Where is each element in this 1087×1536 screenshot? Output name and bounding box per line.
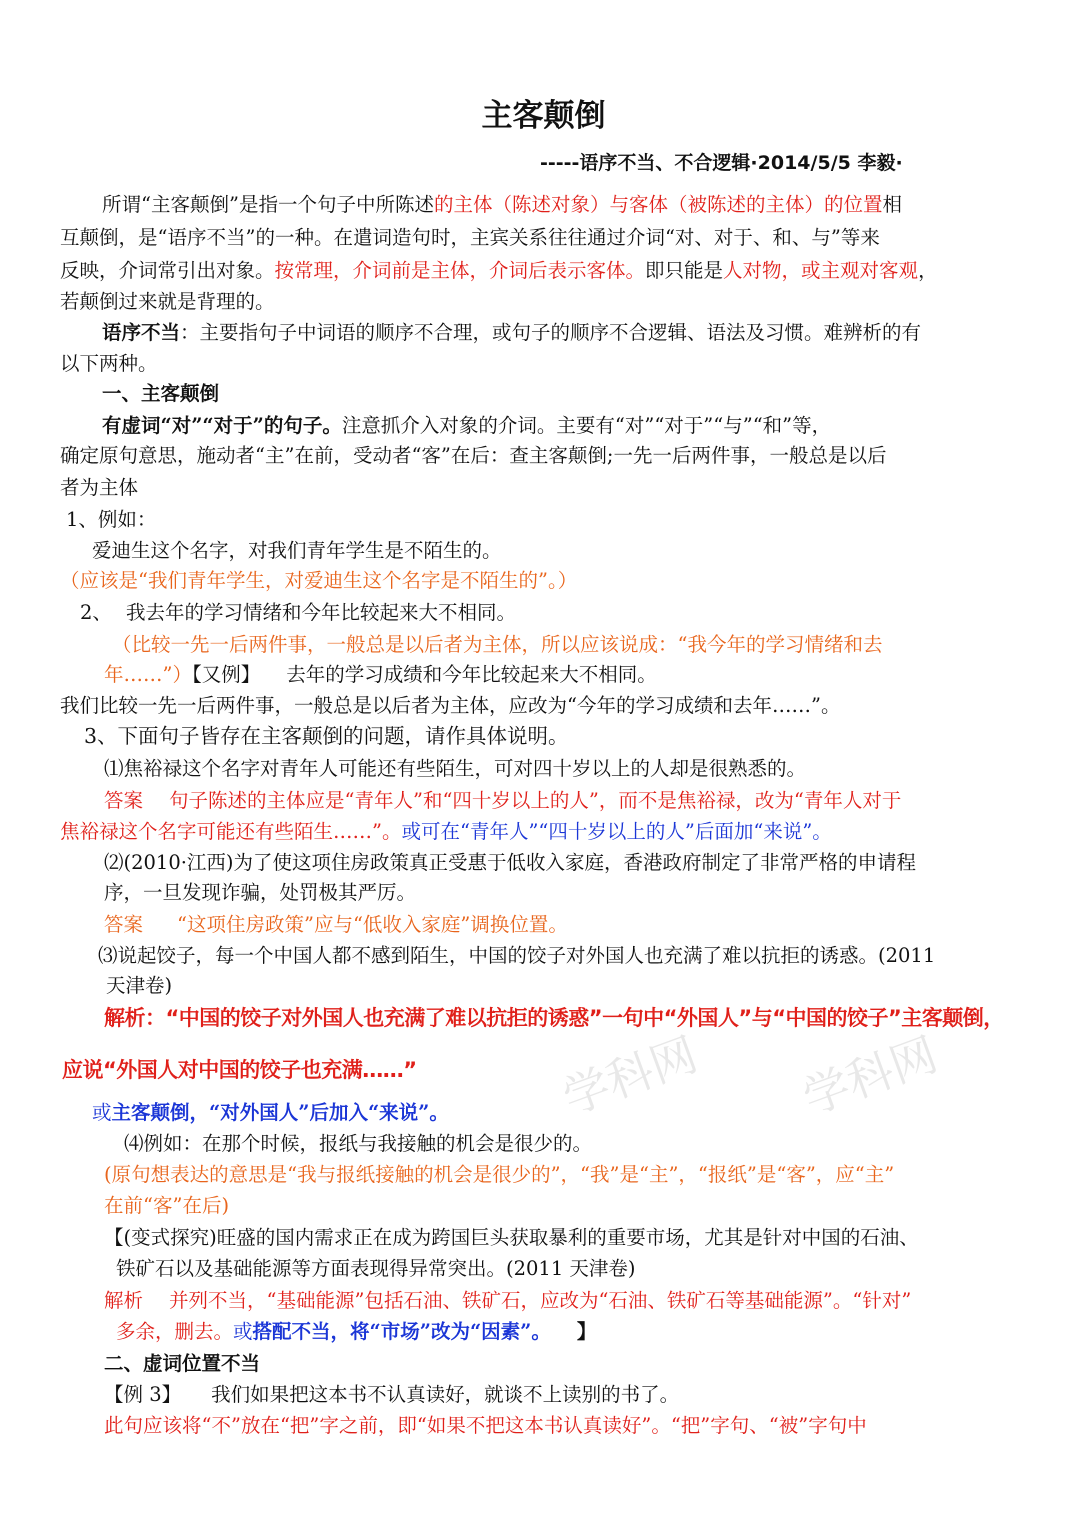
intro-highlight: 按常理，介词前是主体，介词后表示客体。: [274, 259, 646, 282]
watermark: 学科网: [795, 1026, 945, 1125]
answer-text: 并列不当，“基础能源”包括石油、铁矿石，应改为“石油、铁矿石等基础能源”。“针对”: [169, 1289, 912, 1312]
section1-line-3: 者为主体: [60, 476, 139, 499]
page-subtitle: -----语序不当、不合逻辑·2014/5/5 李毅·: [540, 152, 903, 174]
answer-1-line-1: [104, 784, 901, 817]
answer-alt-text: 主客颠倒，“对外国人”后加入“来说”。: [111, 1101, 449, 1124]
page-title: 主客颠倒: [481, 98, 606, 134]
example-sentence: 我们如果把这本书不认真读好，就谈不上读别的书了。: [211, 1383, 680, 1406]
section1-bold: 有虚词“对”“对于”的句子。: [102, 414, 342, 437]
section-heading-1: 一、主客颠倒: [102, 382, 220, 405]
example-2-answer-tail: 年……”）: [104, 663, 192, 686]
example-3-sentence-line: [104, 1378, 679, 1411]
definition-label: 语序不当: [102, 321, 181, 344]
intro-text: ，: [918, 259, 938, 282]
intro-text: 即只能是: [645, 259, 724, 282]
section1-line-2: 确定原句意思，施动者“主”在前，受动者“客”在后：查主客颠倒;一先一后两件事，一般总是以后: [60, 444, 887, 467]
variant-label: 【(变式探究): [104, 1226, 217, 1249]
intro-text: 反映，介词常引出对象。: [60, 259, 275, 282]
answer-label: 答案: [104, 789, 144, 812]
intro-highlight: 的主体（陈述对象）与客体（被陈述的主体）的位置: [433, 193, 883, 216]
question-3-line-2: 天津卷): [106, 974, 173, 997]
question-2-line-2: 序，一旦发现诈骗，处罚极其严厉。: [104, 881, 417, 904]
answer-2: [104, 908, 568, 941]
section1-line-1: [102, 409, 831, 442]
example-2-answer-line-3: 我们比较一先一后两件事，一般总是以后者为主体，应改为“今年的学习成绩和去年……”。: [60, 694, 841, 717]
example-1-sentence: 爱迪生这个名字，对我们青年学生是不陌生的。: [92, 539, 502, 562]
intro-text: 所谓“主客颠倒”是指一个句子中所陈述: [102, 193, 434, 216]
answer-text: 句子陈述的主体应是“青年人”和“四十岁以上的人”，而不是焦裕禄，改为“青年人对于: [169, 789, 902, 812]
example-2-answer-line-1: （比较一先一后两件事，一般总是以后者为主体，所以应该说成：“我今年的学习情绪和去: [112, 633, 883, 656]
question-3-line-1: ⑶说起饺子，每一个中国人都不感到陌生，中国的饺子对外国人也充满了难以抗拒的诱惑。(2011: [98, 944, 936, 967]
answer-3-line-2: 应说“外国人对中国的饺子也充满……”: [62, 1058, 417, 1082]
definition-text: ：主要指句子中词语的顺序不合理，或句子的顺序不合逻辑、语法及习惯。难辨析的有: [180, 321, 922, 344]
definition-line-2: 以下两种。: [60, 352, 158, 375]
example-2-number: 2、: [80, 601, 112, 624]
answer-text: 焦裕禄这个名字可能还有些陌生……”。: [60, 820, 402, 843]
answer-alt-text: 或: [92, 1101, 112, 1124]
example-1-number: 1、例如：: [66, 508, 157, 531]
intro-text: 相: [882, 193, 902, 216]
answer-label: 答案: [104, 913, 144, 936]
example-1-answer: （应该是“我们青年学生，对爱迪生这个名字是不陌生的”。）: [60, 569, 578, 592]
variant-line-2: 铁矿石以及基础能源等方面表现得异常突出。(2011 天津卷): [116, 1257, 636, 1280]
answer-alt-text: 搭配不当，将“市场”改为“因素”。: [252, 1320, 551, 1343]
answer-1-line-2: [60, 815, 832, 848]
answer-3-line-1: 解析：“中国的饺子对外国人也充满了难以抗拒的诱惑”一句中“外国人”与“中国的饺子”主客颠倒，: [104, 1006, 1004, 1030]
example-2-sentence: 我去年的学习情绪和今年比较起来大不相同。: [126, 601, 517, 624]
question-2-line-1: ⑵(2010·江西)为了使这项住房政策真正受惠于低收入家庭，香港政府制定了非常严格的申请程: [104, 851, 917, 874]
variant-close: 】: [576, 1320, 597, 1343]
answer-3-line-3: [92, 1096, 449, 1129]
intro-line-4: 若颠倒过来就是背理的。: [60, 290, 275, 313]
question-4: ⑷例如：在那个时候，报纸与我接触的机会是很少的。: [124, 1132, 593, 1155]
example-label: 【例 3】: [104, 1383, 182, 1406]
watermark: 学科网: [555, 1026, 705, 1125]
section-heading-2: 二、虚词位置不当: [104, 1352, 261, 1375]
intro-line-1: [102, 188, 902, 221]
intro-line-2: 互颠倒，是“语序不当”的一种。在遣词造句时，主宾关系往往通过介词“对、对于、和、与”等来: [60, 226, 880, 249]
example-2-extra-label: 【又例】: [191, 663, 261, 686]
question-1: ⑴焦裕禄这个名字对青年人可能还有些陌生，可对四十岁以上的人却是很熟悉的。: [104, 757, 807, 780]
answer-alt-text: 或: [233, 1320, 253, 1343]
answer-text: 多余，删去。: [116, 1320, 234, 1343]
answer-4-line-1: (原句想表达的意思是“我与报纸接触的机会是很少的”，“我”是“主”，“报纸”是“客”，应“主”: [104, 1163, 895, 1186]
intro-highlight: 人对物，或主观对客观: [723, 259, 919, 282]
variant-answer-line-2: [116, 1315, 596, 1348]
answer-text: “这项住房政策”应与“低收入家庭”调换位置。: [177, 913, 568, 936]
example-2-answer-line-2: [104, 658, 657, 691]
section1-text: 注意抓介入对象的介词。主要有“对”“对于”“与”“和”等，: [341, 414, 832, 437]
variant-text: 旺盛的国内需求正在成为跨国巨头获取暴利的重要市场，尤其是针对中国的石油、: [216, 1226, 919, 1249]
answer-4-line-2: 在前“客”在后): [104, 1194, 230, 1217]
example-3-heading: 3、下面句子皆存在主客颠倒的问题，请作具体说明。: [84, 724, 569, 748]
variant-line-1: [104, 1221, 919, 1254]
example-3-answer: 此句应该将“不”放在“把”字之前，即“如果不把这本书认真读好”。“把”字句、“被”字句中: [104, 1414, 867, 1437]
example-2-extra-sentence: 去年的学习成绩和今年比较起来大不相同。: [286, 663, 657, 686]
variant-answer-line-1: [104, 1284, 911, 1317]
intro-line-3: [60, 254, 938, 287]
answer-label: 解析: [104, 1289, 144, 1312]
definition-line-1: [102, 316, 921, 349]
answer-alt-text: 或可在“青年人”“四十岁以上的人”后面加“来说”。: [401, 820, 832, 843]
